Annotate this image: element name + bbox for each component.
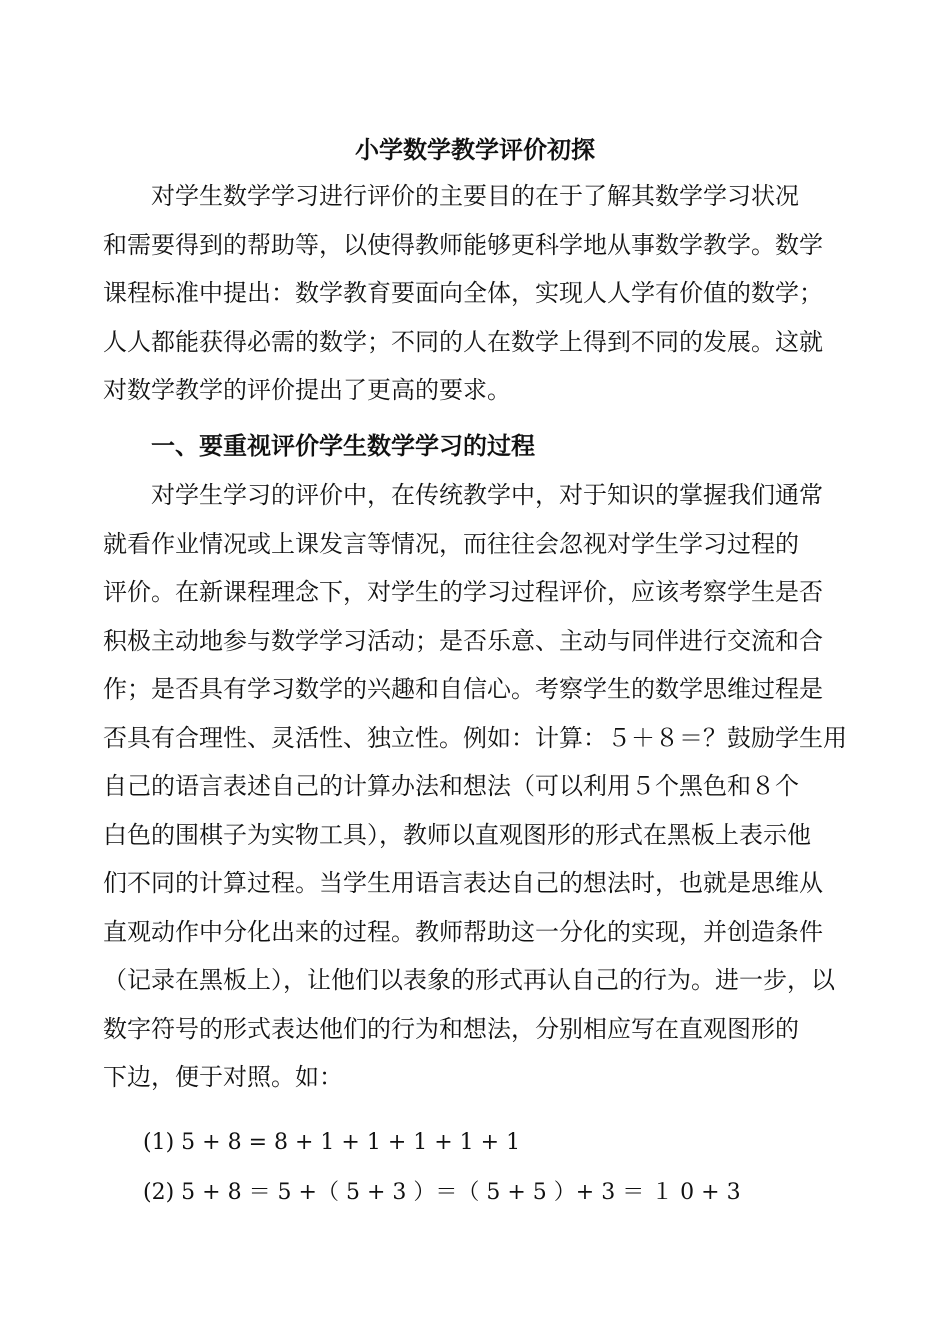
paragraph-line: 下边，便于对照。如：	[103, 1063, 343, 1091]
paragraph-line: 自己的语言表述自己的计算办法和想法（可以利用５个黑色和８个	[103, 772, 799, 800]
paragraph-line: 数字符号的形式表达他们的行为和想法，分别相应写在直观图形的	[103, 1014, 799, 1043]
formula-line: (2) 5 + 8 ＝ 5 +（ 5 + 3 ）＝（ 5 + 5 ）+ 3 ＝ １ 0 + 3	[143, 1180, 741, 1205]
paragraph-line: 们不同的计算过程。当学生用语言表达自己的想法时，也就是思维从	[103, 869, 823, 897]
paragraph-line: 对学生学习的评价中，在传统教学中，对于知识的掌握我们通常	[103, 481, 823, 509]
section-heading-text: 一、要重视评价学生数学学习的过程	[103, 431, 535, 460]
paragraph-line: 积极主动地参与数学学习活动；是否乐意、主动与同伴进行交流和合	[103, 626, 823, 655]
paragraph-line: 作；是否具有学习数学的兴趣和自信心。考察学生的数学思维过程是	[103, 675, 823, 703]
paragraph-line: 对数学教学的评价提出了更高的要求。	[103, 376, 511, 404]
paragraph-line: 白色的围棋子为实物工具），教师以直观图形的形式在黑板上表示他	[103, 820, 811, 849]
section-heading	[103, 422, 853, 471]
paragraph-line: 人人都能获得必需的数学；不同的人在数学上得到不同的发展。这就	[103, 327, 823, 356]
paragraph-line: 评价。在新课程理念下，对学生的学习过程评价，应该考察学生是否	[103, 578, 823, 606]
paragraph-line: 和需要得到的帮助等，以使得教师能够更科学地从事数学教学。数学	[103, 230, 823, 259]
paragraph-line: 课程标准中提出：数学教育要面向全体，实现人人学有价值的数学；	[103, 279, 823, 307]
section-paragraph	[103, 471, 853, 1102]
paragraph-line: 就看作业情况或上课发言等情况，而往往会忽视对学生学习过程的	[103, 529, 799, 558]
paragraph-line: 否具有合理性、灵活性、独立性。例如：计算：５＋８＝？鼓励学生用	[103, 723, 847, 752]
paragraph-line: 直观动作中分化出来的过程。教师帮助这一分化的实现，并创造条件	[103, 917, 823, 946]
paragraph-line: 对学生数学学习进行评价的主要目的在于了解其数学学习状况	[103, 182, 799, 210]
intro-paragraph	[103, 172, 853, 415]
document-title: 小学数学教学评价初探	[355, 135, 595, 164]
paragraph-line: （记录在黑板上），让他们以表象的形式再认自己的行为。进一步，以	[103, 966, 835, 994]
formula-line: (1) 5 + 8 = 8 + 1 + 1 + 1 + 1 + 1	[143, 1130, 521, 1155]
